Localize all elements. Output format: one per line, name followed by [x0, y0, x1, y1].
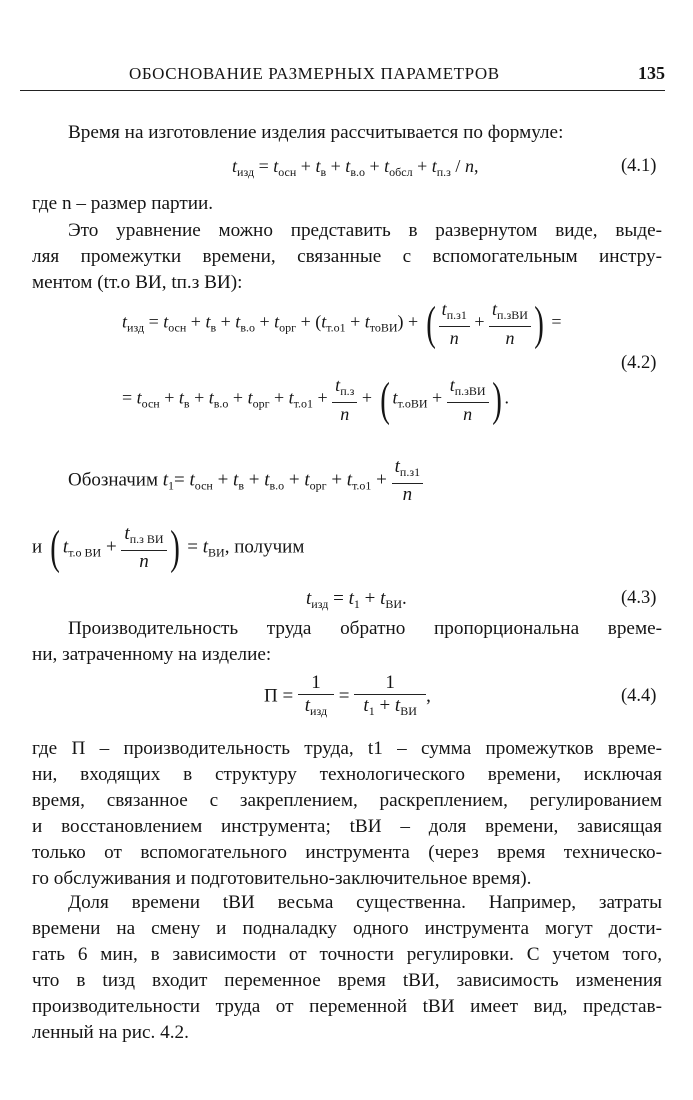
- paragraph-line: ни, входящих в структуру технологического времени, исключая: [32, 764, 662, 785]
- paragraph-line: ляя промежутки времени, связанные с вспомогательным инстру-: [32, 246, 662, 267]
- equation-4-2-line-2: = $t_{осн} + t_в + t_{в.о} + t_{орг} + t_{т.о1}$ + $\frac{t_{п.з}}{n}$ + ( $t_{т.оВИ}$ + $\frac{t_{п.зВИ}}{n}$ ) .: [122, 372, 510, 426]
- paragraph-line: что в tизд входит переменное время tВИ, зависимость изменения: [32, 970, 662, 991]
- obtain-word: , получим: [224, 536, 305, 558]
- paragraph-line: время, связанное с закреплением, раскреплением, регулированием: [32, 790, 662, 811]
- paragraph-line: го обслуживания и подготовительно-заключительное время).: [32, 868, 532, 889]
- running-title: ОБОСНОВАНИЕ РАЗМЕРНЫХ ПАРАМЕТРОВ: [129, 64, 500, 83]
- and-equals-line: и ( $t_{т.о ВИ}$ + $\frac{t_{п.з ВИ}}{n}$ ) = $t_{ВИ}$, получим: [32, 521, 305, 574]
- equation-number-4-4: (4.4): [621, 686, 657, 706]
- and-word: и: [32, 536, 43, 558]
- paragraph-line: Производительность труда обратно пропорциональна време-: [68, 618, 662, 639]
- paragraph-line: времени на смену и подналадку одного инструмента могут дости-: [32, 918, 662, 939]
- equation-number-4-1: (4.1): [621, 156, 657, 176]
- equation-4-1: $t_{изд} = t_{осн} + t_в + t_{в.о} + t_{обсл} + t_{п.з} / n$,: [232, 156, 479, 179]
- equation-number-4-3: (4.3): [621, 588, 657, 608]
- paragraph-line: ментом (tт.о ВИ, tп.з ВИ):: [32, 272, 243, 293]
- paragraph-line: и восстановлением инструмента; tВИ – доля времени, зависящая: [32, 816, 662, 837]
- paragraph-line: где П – производительность труда, t1 – сумма промежутков време-: [32, 738, 662, 759]
- equation-4-3: $t_{изд} = t_1 + t_{ВИ}$.: [306, 588, 407, 611]
- running-header: [20, 64, 665, 91]
- intro-text: Время на изготовление изделия рассчитывается по формуле:: [68, 122, 564, 143]
- equation-4-4: П = $\frac{1}{t_{изд}}$ = $\frac{1}{t_1 + t_{ВИ}}$ ,: [264, 672, 431, 718]
- paragraph-line: ни, затраченному на изделие:: [32, 644, 272, 665]
- partition-size-note: где n – размер партии.: [32, 193, 214, 214]
- equation-number-4-2: (4.2): [621, 353, 657, 373]
- equation-4-2-line-1: $t_{изд} = t_{осн} + t_в + t_{в.о} + t_{орг} + (t_{т.о1} + t_{тоВИ})$ + ( $\frac{t_{п.з1}}{n}$ + $\frac{t_{п.зВИ}}{n}$ ) =: [122, 296, 562, 350]
- paragraph-line: только от вспомогательного инструмента (через время техническо-: [32, 842, 662, 863]
- paragraph-line: ленный на рис. 4.2.: [32, 1022, 189, 1043]
- paragraph-line: Это уравнение можно представить в развернутом виде, выде-: [68, 220, 662, 241]
- designation-line: Обозначим $t_1= t_{осн} + t_в + t_{в.о} + t_{орг} + t_{т.о1}$ + $\frac{t_{п.з1}}{n}$: [68, 456, 423, 506]
- designate-word: Обозначим: [68, 469, 158, 491]
- paragraph-line: производительности труда от переменной tВИ имеет вид, представ-: [32, 996, 662, 1017]
- paragraph-line: Доля времени tВИ весьма существенна. Например, затраты: [68, 892, 662, 913]
- page-number: 135: [638, 63, 665, 83]
- paragraph-line: гать 6 мин, в зависимости от точности регулировки. С учетом того,: [32, 944, 662, 965]
